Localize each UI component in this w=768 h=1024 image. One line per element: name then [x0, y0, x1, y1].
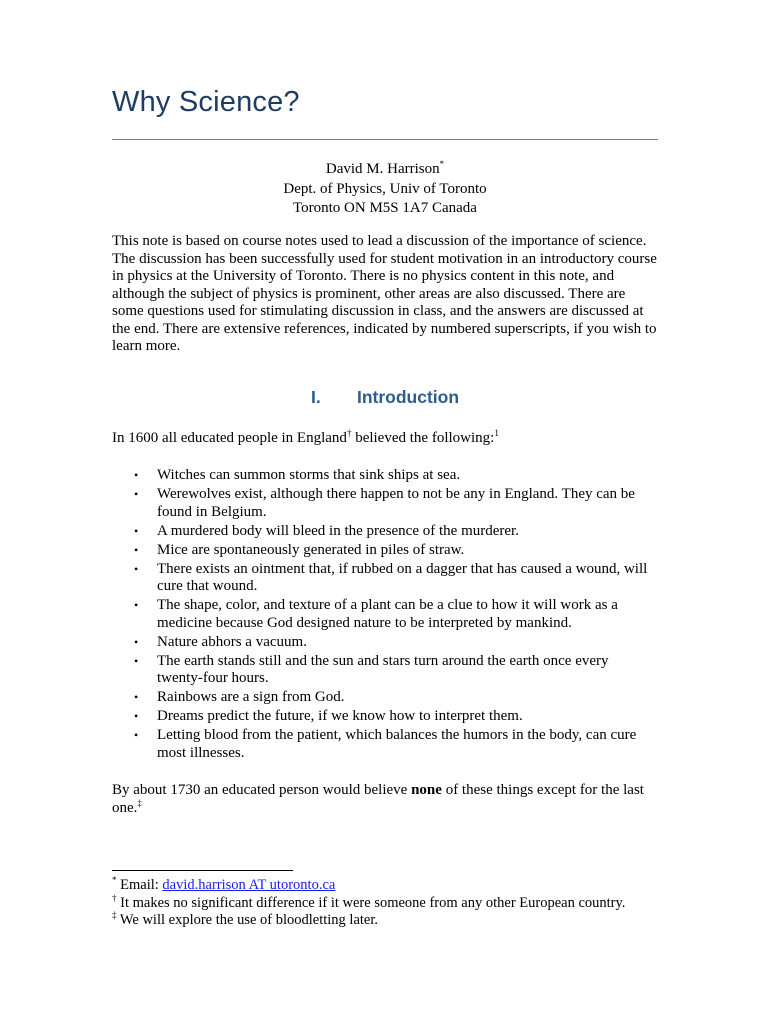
bullet-icon: • [134, 542, 139, 557]
list-item-text: Dreams predict the future, if we know how to interpret them. [157, 708, 523, 724]
closing-emphasis: none [411, 782, 442, 798]
bullet-icon: • [134, 690, 139, 704]
author-footnote-mark: * [439, 159, 445, 169]
list-item-text: Werewolves exist, although there happen to not be any in England. They can be found in Belgium. [157, 486, 635, 520]
list-item-text: Letting blood from the patient, which balances the humors in the body, can cure most illnesses. [157, 727, 637, 761]
list-item [112, 486, 658, 521]
footnote-mark: * [112, 875, 117, 886]
beliefs-list [112, 467, 658, 764]
list-item [112, 542, 658, 560]
list-item [112, 708, 658, 726]
list-item [112, 561, 658, 596]
list-item-text: The shape, color, and texture of a plant can be a clue to how it will work as a medicine because God designed nature to be interpreted by mankind. [157, 597, 618, 631]
list-item-text: There exists an ointment that, if rubbed on a dagger that has caused a wound, will cure that wound. [157, 560, 648, 594]
footnote-dagger [112, 892, 672, 913]
bullet-icon: • [134, 634, 139, 649]
list-item [112, 523, 658, 541]
list-item-text: Nature abhors a vacuum. [157, 633, 307, 650]
intro-reference-1: 1 [494, 428, 499, 438]
footnote-email [112, 877, 672, 895]
list-item [112, 467, 658, 485]
section-title: Introduction [356, 387, 460, 407]
footnotes [112, 877, 672, 930]
email-link[interactable]: david.harrison AT utoronto.ca [162, 877, 336, 893]
intro-dagger-mark: † [346, 428, 352, 438]
closing-paragraph [112, 782, 658, 817]
closing-text-after: of these things except for the last one. [112, 782, 644, 816]
footnote-mark: † [112, 892, 117, 903]
bullet-icon: • [134, 468, 139, 482]
footnote-mark: ‡ [112, 910, 117, 921]
bullet-icon: • [134, 487, 139, 501]
footnote-text: It makes no significant difference if it were someone from any other European country. [116, 894, 626, 911]
list-item-text: Mice are spontaneously generated in piles of straw. [157, 541, 465, 558]
footnote-double-dagger [112, 912, 672, 930]
intro-text-before: In 1600 all educated people in England [112, 430, 347, 446]
bullet-icon: • [134, 523, 139, 538]
list-item [112, 727, 658, 762]
author-address: Toronto ON M5S 1A7 Canada [293, 200, 477, 216]
author-block [112, 160, 658, 219]
bullet-icon: • [134, 653, 139, 668]
bullet-icon: • [134, 728, 139, 742]
bullet-icon: • [134, 598, 139, 612]
footnote-label: Email: [116, 877, 163, 893]
document-title: Why Science? [112, 86, 300, 118]
bullet-icon: • [134, 561, 139, 576]
list-item-text: Witches can summon storms that sink ships at sea. [157, 467, 461, 483]
intro-paragraph [112, 430, 658, 448]
author-affiliation: Dept. of Physics, Univ of Toronto [283, 180, 487, 197]
author-name-line [112, 160, 658, 180]
intro-text-after: believed the following: [351, 430, 495, 446]
section-number: I. [310, 387, 321, 407]
closing-text-before: By about 1730 an educated person would believe [112, 782, 412, 798]
list-item [112, 689, 658, 707]
closing-double-dagger-mark: ‡ [137, 797, 142, 808]
list-item [112, 597, 658, 632]
list-item-text: A murdered body will bleed in the presence of the murderer. [157, 522, 519, 539]
list-item-text: The earth stands still and the sun and stars turn around the earth once every twenty-four hours. [157, 652, 609, 686]
footnote-text: We will explore the use of bloodletting later. [116, 912, 379, 928]
footnote-separator [112, 870, 293, 871]
list-item-text: Rainbows are a sign from God. [157, 689, 345, 705]
list-item [112, 634, 658, 652]
bullet-icon: • [134, 709, 139, 723]
abstract-paragraph: This note is based on course notes used to lead a discussion of the importance of science. The discussion has been successfully used for student motivation in an introductory course in physics at the University of Toronto. There is no physics content in this note, and although the subject of physics is prominent, other areas are also discussed. There are some questions used for stimulating discussion in class, and the answers are discussed at the end. There are extensive references, indicated by numbered superscripts, if you wish to learn more. [112, 233, 657, 354]
section-heading [112, 389, 658, 407]
title-underline [112, 139, 658, 140]
list-item [112, 653, 658, 688]
author-name: David M. Harrison [325, 161, 440, 177]
